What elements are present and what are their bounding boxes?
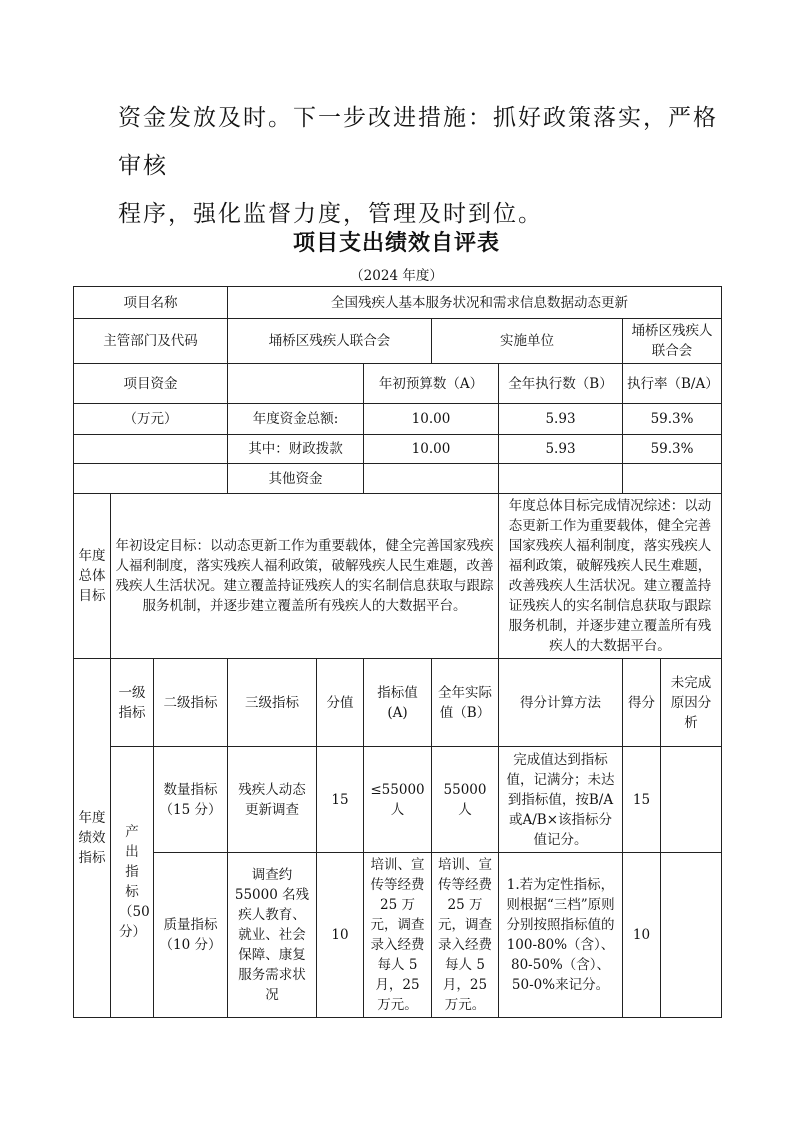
- intro-paragraph: [118, 94, 718, 238]
- table-row: [74, 319, 722, 364]
- header-method: 得分计算方法: [499, 659, 623, 747]
- goals-summary: 年度总体目标完成情况综述：以动态更新工作为重要载体，健全完善国家残疾人福利制度，落实残疾人福利政策，破解残疾人民生难题，改善残疾人生活状况。建立覆盖持证残疾人的实名制信息获取与跟踪服务机制，并逐步建立覆盖所有残疾人的大数据平台。: [499, 494, 722, 659]
- header-got: 得分: [623, 659, 661, 747]
- table-row: [74, 464, 722, 494]
- row-score: 10: [317, 853, 364, 1018]
- impl-value: 埇桥区残疾人联合会: [623, 319, 722, 364]
- table-row: [74, 364, 722, 404]
- funds-row-rate: 59.3%: [623, 435, 722, 464]
- funds-label: 项目资金: [74, 364, 228, 404]
- table-row: [74, 747, 722, 853]
- dept-value: 埇桥区残疾人联合会: [228, 319, 432, 364]
- header-reason: 未完成原因分析: [661, 659, 722, 747]
- row-method: 1.若为定性指标，则根据“三档”原则分别按照指标值的100-80%（含）、80-50%（含）、50-0%来记分。: [499, 853, 623, 1018]
- row-got: 10: [623, 853, 661, 1018]
- row-level3: 残疾人动态更新调查: [228, 747, 317, 853]
- funds-row-budget: [364, 464, 499, 494]
- page-title: 项目支出绩效自评表: [292, 231, 500, 256]
- col-exec-header: 全年执行数（B）: [499, 364, 623, 404]
- col-rate-header: 执行率（B/A）: [623, 364, 722, 404]
- output-label: 产出指标（50分）: [111, 747, 154, 1018]
- funds-row-exec: 5.93: [499, 435, 623, 464]
- intro-line-2: 程序，强化监督力度，管理及时到位。: [118, 201, 543, 227]
- impl-label: 实施单位: [432, 319, 623, 364]
- row-reason: [661, 853, 722, 1018]
- row-level2: 数量指标（15 分）: [154, 747, 228, 853]
- funds-row-exec: [499, 464, 623, 494]
- row-method: 完成值达到指标值，记满分；未达到指标值，按B/A或A/B×该指标分值记分。: [499, 747, 623, 853]
- header-actual: 全年实际值（B）: [432, 659, 499, 747]
- funds-row-name: 年度资金总额:: [228, 404, 364, 435]
- row-score: 15: [317, 747, 364, 853]
- funds-row-name: 其他资金: [228, 464, 364, 494]
- row-actual: 55000 人: [432, 747, 499, 853]
- project-name-label: 项目名称: [74, 287, 228, 319]
- funds-row-rate: [623, 464, 722, 494]
- funds-row-budget: 10.00: [364, 435, 499, 464]
- dept-label: 主管部门及代码: [74, 319, 228, 364]
- performance-table: [73, 286, 722, 1018]
- intro-line-1: 资金发放及时。下一步改进措施：抓好政策落实，严格审核: [118, 105, 718, 179]
- project-name-value: 全国残疾人基本服务状况和需求信息数据动态更新: [228, 287, 722, 319]
- row-level2: 质量指标（10 分）: [154, 853, 228, 1018]
- funds-unit: （万元）: [74, 404, 228, 435]
- table-row: [74, 404, 722, 435]
- table-row: [74, 435, 722, 464]
- funds-row-name: 其中：财政拨款: [228, 435, 364, 464]
- table-row: [74, 659, 722, 747]
- perf-label: 年度绩效指标: [74, 659, 111, 1018]
- header-level2: 二级指标: [154, 659, 228, 747]
- row-target: 培训、宣传等经费 25 万元，调查录入经费每人 5 月，25 万元。: [364, 853, 432, 1018]
- table-row: [74, 853, 722, 1018]
- funds-row-budget: 10.00: [364, 404, 499, 435]
- table-row: [74, 494, 722, 659]
- row-reason: [661, 747, 722, 853]
- page-subtitle: （2024 年度）: [350, 268, 443, 284]
- goals-label: 年度总体目标: [74, 494, 111, 659]
- funds-row-rate: 59.3%: [623, 404, 722, 435]
- header-target: 指标值(A): [364, 659, 432, 747]
- goals-initial: 年初设定目标：以动态更新工作为重要载体，健全完善国家残疾人福利制度，落实残疾人福利政策，破解残疾人民生难题，改善残疾人生活状况。建立覆盖持证残疾人的实名制信息获取与跟踪服务机制，并逐步建立覆盖所有残疾人的大数据平台。: [111, 494, 499, 659]
- col-budget-header: 年初预算数（A）: [364, 364, 499, 404]
- row-target: ≤55000人: [364, 747, 432, 853]
- header-score: 分值: [317, 659, 364, 747]
- row-got: 15: [623, 747, 661, 853]
- row-actual: 培训、宣传等经费 25 万元，调查录入经费每人 5 月，25 万元。: [432, 853, 499, 1018]
- header-level1: 一级指标: [111, 659, 154, 747]
- header-level3: 三级指标: [228, 659, 317, 747]
- funds-row-exec: 5.93: [499, 404, 623, 435]
- row-level3: 调查约55000 名残疾人教育、就业、社会保障、康复服务需求状况: [228, 853, 317, 1018]
- table-row: [74, 287, 722, 319]
